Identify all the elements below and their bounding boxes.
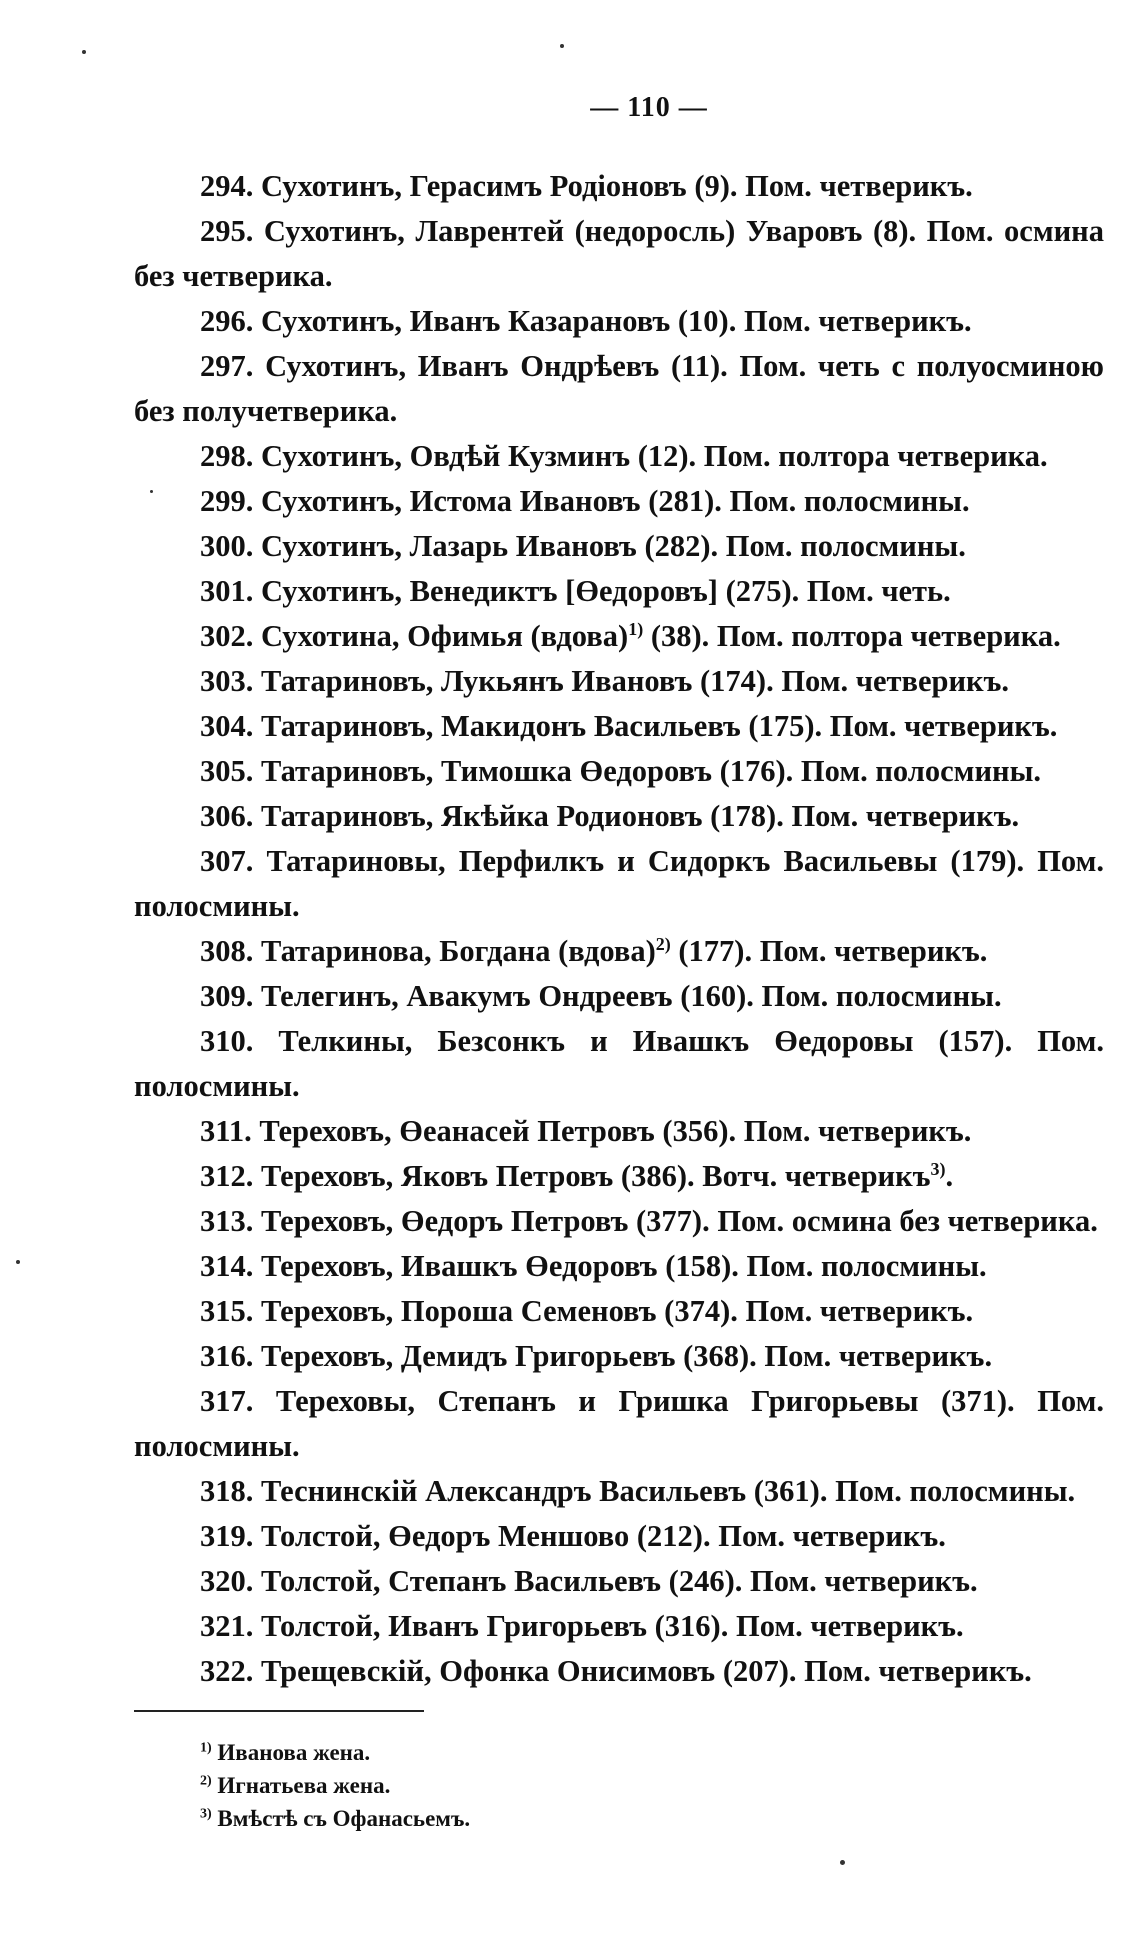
footnote-text: Игнатьева жена.	[211, 1773, 391, 1798]
entry-312	[134, 1154, 1104, 1199]
entry-number: 317.	[200, 1384, 254, 1418]
entry-text: Толстой, Өедоръ Меншово (212). Пом. четверикъ.	[261, 1519, 946, 1553]
footnote-text: Вмѣстѣ съ Офанасьемъ.	[211, 1806, 471, 1831]
entry-text: Теснинскій Александръ Васильевъ (361). Пом. полосмины.	[261, 1474, 1076, 1508]
entry-301	[134, 569, 1104, 614]
entry-text-continued: .	[945, 1159, 954, 1193]
entry-number: 307.	[200, 844, 254, 878]
entry-text: Сухотинъ, Лаврентей (недоросль) Уваровъ (8). Пом. осмина без четверика.	[134, 214, 1104, 293]
entry-text: Сухотинъ, Герасимъ Родіоновъ (9). Пом. четверикъ.	[261, 169, 973, 203]
entry-text: Татариновъ, Тимошка Өедоровъ (176). Пом. полосмины.	[261, 754, 1042, 788]
entry-text: Сухотинъ, Овдѣй Кузминъ (12). Пом. полтора четверика.	[261, 439, 1048, 473]
entry-number: 320.	[200, 1564, 254, 1598]
entry-number: 305.	[200, 754, 254, 788]
entry-number: 297.	[200, 349, 254, 383]
entry-310	[134, 1019, 1104, 1109]
entry-304	[134, 704, 1104, 749]
entry-308	[134, 929, 1104, 974]
entry-322	[134, 1649, 1104, 1694]
entry-number: 311.	[200, 1114, 252, 1148]
footnote-text: Иванова жена.	[211, 1740, 371, 1765]
footnote-separator	[134, 1700, 1104, 1730]
entry-text: Сухотинъ, Венедиктъ [Өедоровъ] (275). Пом. четь.	[261, 574, 951, 608]
entry-text: Сухотинъ, Иванъ Ондрѣевъ (11). Пом. четь с полуосминою без получетверика.	[134, 349, 1104, 428]
footnote-mark: 3)	[200, 1806, 212, 1822]
entry-297	[134, 344, 1104, 434]
page-number: — 110 —	[590, 92, 708, 123]
entry-number: 313.	[200, 1204, 254, 1238]
entry-306	[134, 794, 1104, 839]
entry-302	[134, 614, 1104, 659]
entry-number: 315.	[200, 1294, 254, 1328]
entry-number: 302.	[200, 619, 254, 653]
entry-311	[134, 1109, 1104, 1154]
footnote-mark: 1)	[200, 1740, 212, 1756]
footnote-reference: 3)	[930, 1158, 946, 1179]
entry-number: 309.	[200, 979, 254, 1013]
entry-text: Татариновъ, Макидонъ Васильевъ (175). Пом. четверикъ.	[261, 709, 1058, 743]
entry-text: Трещевскій, Офонка Онисимовъ (207). Пом. четверикъ.	[261, 1654, 1032, 1688]
scan-speck	[840, 1860, 845, 1865]
entry-text: Татариновъ, Лукьянъ Ивановъ (174). Пом. четверикъ.	[261, 664, 1009, 698]
entry-314	[134, 1244, 1104, 1289]
entry-number: 301.	[200, 574, 254, 608]
footnote-2	[200, 1769, 1104, 1802]
entry-text: Толстой, Иванъ Григорьевъ (316). Пом. четверикъ.	[261, 1609, 964, 1643]
entry-296	[134, 299, 1104, 344]
scan-speck	[560, 44, 564, 48]
entry-text: Татариновы, Перфилкъ и Сидоркъ Васильевы (179). Пом. полосмины.	[134, 844, 1105, 923]
entry-number: 295.	[200, 214, 254, 248]
entry-text: Телегинъ, Авакумъ Ондреевъ (160). Пом. полосмины.	[261, 979, 1002, 1013]
entry-319	[134, 1514, 1104, 1559]
scan-speck	[16, 1260, 20, 1264]
scan-speck	[150, 490, 153, 493]
footnote-1	[200, 1736, 1104, 1769]
entry-number: 310.	[200, 1024, 254, 1058]
entry-text: Тереховъ, Ивашкъ Өедоровъ (158). Пом. полосмины.	[261, 1249, 987, 1283]
entry-text: Тереховъ, Өедоръ Петровъ (377). Пом. осмина без четверика.	[261, 1204, 1098, 1238]
footnote-rule	[134, 1710, 424, 1712]
entry-number: 319.	[200, 1519, 254, 1553]
entry-295	[134, 209, 1104, 299]
footnote-list	[134, 1736, 1104, 1835]
entry-316	[134, 1334, 1104, 1379]
footnote-reference: 1)	[628, 618, 644, 639]
entry-text: Тереховъ, Пороша Семеновъ (374). Пом. четверикъ.	[261, 1294, 974, 1328]
entry-303	[134, 659, 1104, 704]
entry-text: Тереховъ, Яковъ Петровъ (386). Вотч. четверикъ	[261, 1159, 931, 1193]
entry-text: Татаринова, Богдана (вдова)	[261, 934, 656, 968]
entry-320	[134, 1559, 1104, 1604]
entry-text: Толстой, Степанъ Васильевъ (246). Пом. четверикъ.	[261, 1564, 978, 1598]
entry-300	[134, 524, 1104, 569]
entry-number: 312.	[200, 1159, 254, 1193]
entry-number: 306.	[200, 799, 254, 833]
entry-text: Сухотинъ, Истома Ивановъ (281). Пом. полосмины.	[261, 484, 970, 518]
entry-text-continued: (177). Пом. четверикъ.	[670, 934, 988, 968]
entry-list	[134, 164, 1104, 1694]
entry-text: Тереховъ, Өеанасей Петровъ (356). Пом. четверикъ.	[259, 1114, 972, 1148]
entry-313	[134, 1199, 1104, 1244]
entry-315	[134, 1289, 1104, 1334]
footnote-mark: 2)	[200, 1773, 212, 1789]
entry-number: 299.	[200, 484, 254, 518]
entry-309	[134, 974, 1104, 1019]
entry-321	[134, 1604, 1104, 1649]
entry-number: 296.	[200, 304, 254, 338]
entry-number: 300.	[200, 529, 254, 563]
entry-number: 316.	[200, 1339, 254, 1373]
entry-number: 308.	[200, 934, 254, 968]
entry-text: Телкины, Безсонкъ и Ивашкъ Өедоровы (157). Пом. полосмины.	[134, 1024, 1104, 1103]
entry-298	[134, 434, 1104, 479]
entry-number: 298.	[200, 439, 254, 473]
entry-text: Сухотина, Офимья (вдова)	[261, 619, 629, 653]
entry-number: 318.	[200, 1474, 254, 1508]
entry-text: Татариновъ, Якѣйка Родионовъ (178). Пом. четверикъ.	[261, 799, 1020, 833]
scan-speck	[82, 50, 86, 54]
entry-number: 321.	[200, 1609, 254, 1643]
footnote-reference: 2)	[655, 933, 671, 954]
entry-text-continued: (38). Пом. полтора четверика.	[643, 619, 1061, 653]
entry-317	[134, 1379, 1104, 1469]
entry-text: Тереховы, Степанъ и Гришка Григорьевы (371). Пом. полосмины.	[134, 1384, 1104, 1463]
entry-305	[134, 749, 1104, 794]
entry-299	[134, 479, 1104, 524]
entry-number: 303.	[200, 664, 254, 698]
entry-text: Тереховъ, Демидъ Григорьевъ (368). Пом. четверикъ.	[261, 1339, 993, 1373]
entry-text: Сухотинъ, Лазарь Ивановъ (282). Пом. полосмины.	[261, 529, 966, 563]
footnote-3	[200, 1802, 1104, 1835]
entry-318	[134, 1469, 1104, 1514]
entry-text: Сухотинъ, Иванъ Казарановъ (10). Пом. четверикъ.	[261, 304, 972, 338]
entry-number: 314.	[200, 1249, 254, 1283]
entry-number: 322.	[200, 1654, 254, 1688]
entry-number: 294.	[200, 169, 254, 203]
entry-number: 304.	[200, 709, 254, 743]
entry-307	[134, 839, 1104, 929]
entry-294	[134, 164, 1104, 209]
